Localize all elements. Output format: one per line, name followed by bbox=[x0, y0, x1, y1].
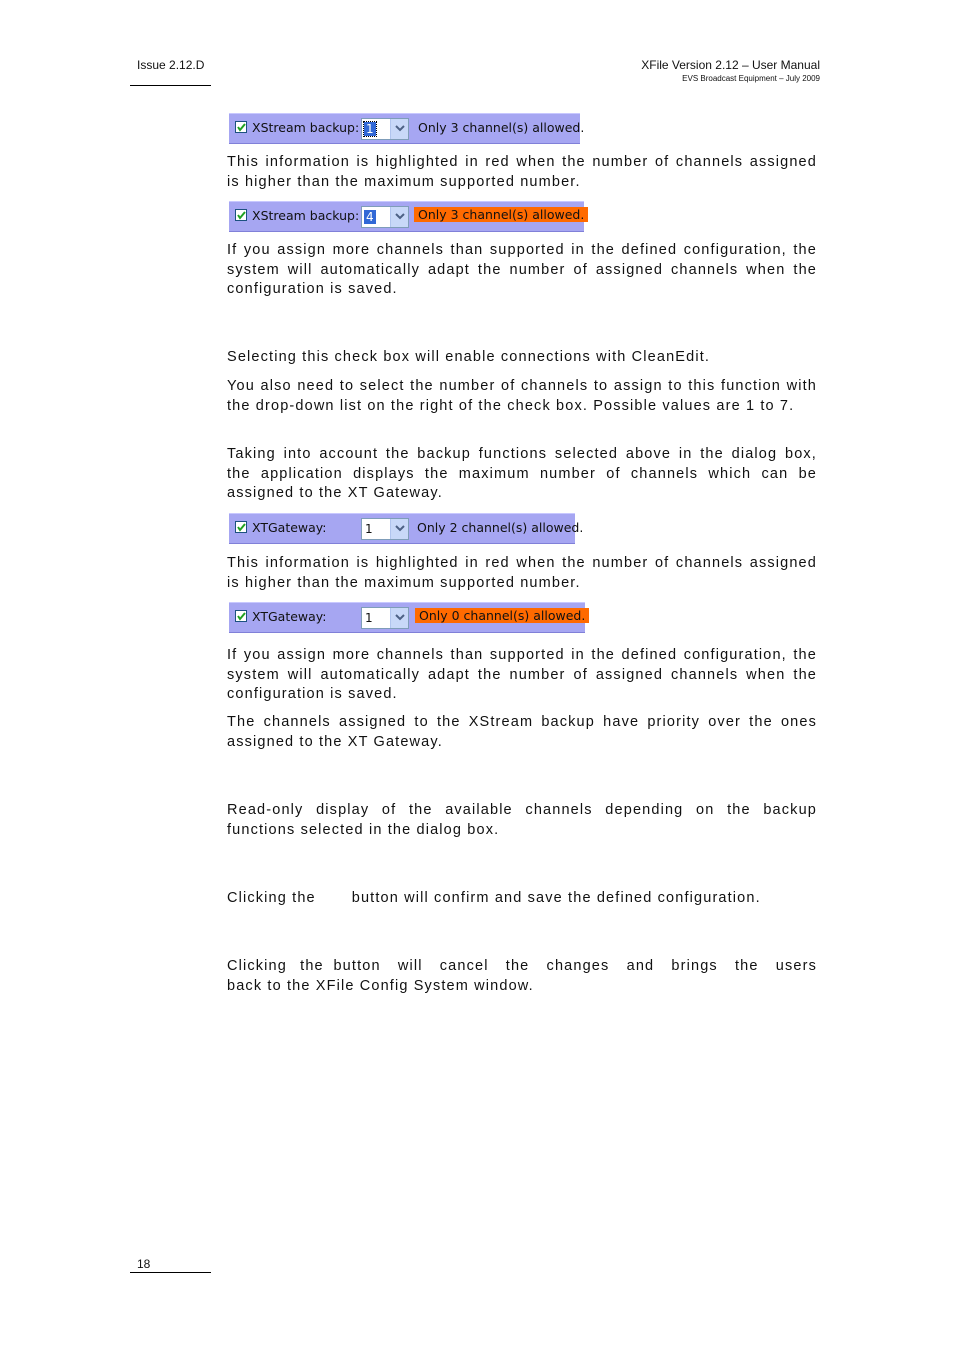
xtgateway-combo[interactable] bbox=[361, 518, 409, 540]
ok-prefix: Clicking the bbox=[227, 890, 316, 906]
xstream-backup-label: XStream backup: bbox=[252, 208, 360, 223]
paragraph-xstream-adapt: If you assign more channels than supported in the defined configuration, the system will automatically adapt the number of assigned channels when the configuration is saved. bbox=[227, 242, 817, 298]
paragraph-xtgateway-red: This information is highlighted in red when the number of channels assigned is higher than the maximum supported number. bbox=[227, 555, 817, 591]
chevron-down-icon[interactable] bbox=[390, 608, 408, 628]
issue-number: Issue 2.12.D bbox=[137, 58, 205, 72]
paragraph-xstream-red: This information is highlighted in red when the number of channels assigned is higher than the maximum supported number. bbox=[227, 154, 817, 190]
checkmark-icon bbox=[236, 122, 246, 132]
paragraph-xtgateway-adapt: If you assign more channels than supported in the defined configuration, the system will automatically adapt the number of assigned channels when the configuration is saved. bbox=[227, 647, 817, 703]
xstream-backup-combo[interactable] bbox=[361, 118, 409, 140]
checkmark-icon bbox=[236, 522, 246, 532]
xtgateway-label: XTGateway: bbox=[252, 520, 327, 535]
xstream-backup-checkbox[interactable] bbox=[235, 209, 247, 221]
footer-rule bbox=[130, 1272, 211, 1273]
xtgateway-checkbox[interactable] bbox=[235, 610, 247, 622]
paragraph-backup-functions: Taking into account the backup functions selected above in the dialog box, the application displays the maximum number of channels which can be assigned to the XT Gateway. bbox=[227, 446, 817, 502]
channels-allowed-message: Only 3 channel(s) allowed. bbox=[418, 120, 585, 135]
header-rule bbox=[130, 85, 211, 86]
xstream-backup-alert-widget bbox=[229, 201, 584, 232]
paragraph-ok bbox=[227, 889, 817, 909]
page-number: 18 bbox=[137, 1257, 151, 1271]
paragraph-cancel bbox=[227, 957, 817, 996]
paragraph-channels-select: You also need to select the number of channels to assign to this function with the drop-down list on the right of the check box. Possible values are 1 to 7. bbox=[227, 378, 817, 414]
paragraph-readonly: Read-only display of the available channels depending on the backup functions selected in the dialog box. bbox=[227, 802, 817, 838]
channels-allowed-alert-message: Only 0 channel(s) allowed. bbox=[415, 608, 589, 623]
paragraph-cleanedit: Selecting this check box will enable connections with CleanEdit. bbox=[227, 349, 711, 365]
cancel-suffix-line2: back to the XFile Config System window. bbox=[227, 977, 534, 994]
xstream-backup-checkbox[interactable] bbox=[235, 121, 247, 133]
chevron-down-icon[interactable] bbox=[390, 207, 408, 227]
xtgateway-alert-widget bbox=[229, 602, 585, 633]
combo-value: 1 bbox=[366, 122, 374, 136]
xstream-backup-combo[interactable] bbox=[361, 206, 409, 228]
checkmark-icon bbox=[236, 611, 246, 621]
combo-value: 1 bbox=[365, 611, 373, 625]
xtgateway-combo[interactable] bbox=[361, 607, 409, 629]
combo-value: 4 bbox=[366, 210, 374, 224]
ok-suffix: button will confirm and save the defined configuration. bbox=[351, 890, 761, 906]
xtgateway-label: XTGateway: bbox=[252, 609, 327, 624]
xtgateway-widget bbox=[229, 513, 584, 544]
cancel-line-1 bbox=[227, 957, 817, 977]
chevron-down-icon[interactable] bbox=[390, 119, 408, 139]
xstream-backup-widget bbox=[229, 113, 585, 144]
publisher-line: EVS Broadcast Equipment – July 2009 bbox=[682, 74, 820, 83]
chevron-down-icon[interactable] bbox=[390, 519, 408, 539]
xtgateway-checkbox[interactable] bbox=[235, 521, 247, 533]
xstream-backup-label: XStream backup: bbox=[252, 120, 360, 135]
manual-title: XFile Version 2.12 – User Manual bbox=[641, 58, 820, 72]
paragraph-priority: The channels assigned to the XStream backup have priority over the ones assigned to the XT Gateway. bbox=[227, 714, 817, 750]
channels-allowed-alert-message: Only 3 channel(s) allowed. bbox=[414, 207, 588, 222]
cancel-suffix-line1: button will cancel the changes and brings the users bbox=[333, 958, 817, 974]
combo-value: 1 bbox=[365, 522, 373, 536]
cancel-prefix: Clicking the bbox=[227, 958, 324, 974]
checkmark-icon bbox=[236, 210, 246, 220]
channels-allowed-message: Only 2 channel(s) allowed. bbox=[417, 520, 584, 535]
